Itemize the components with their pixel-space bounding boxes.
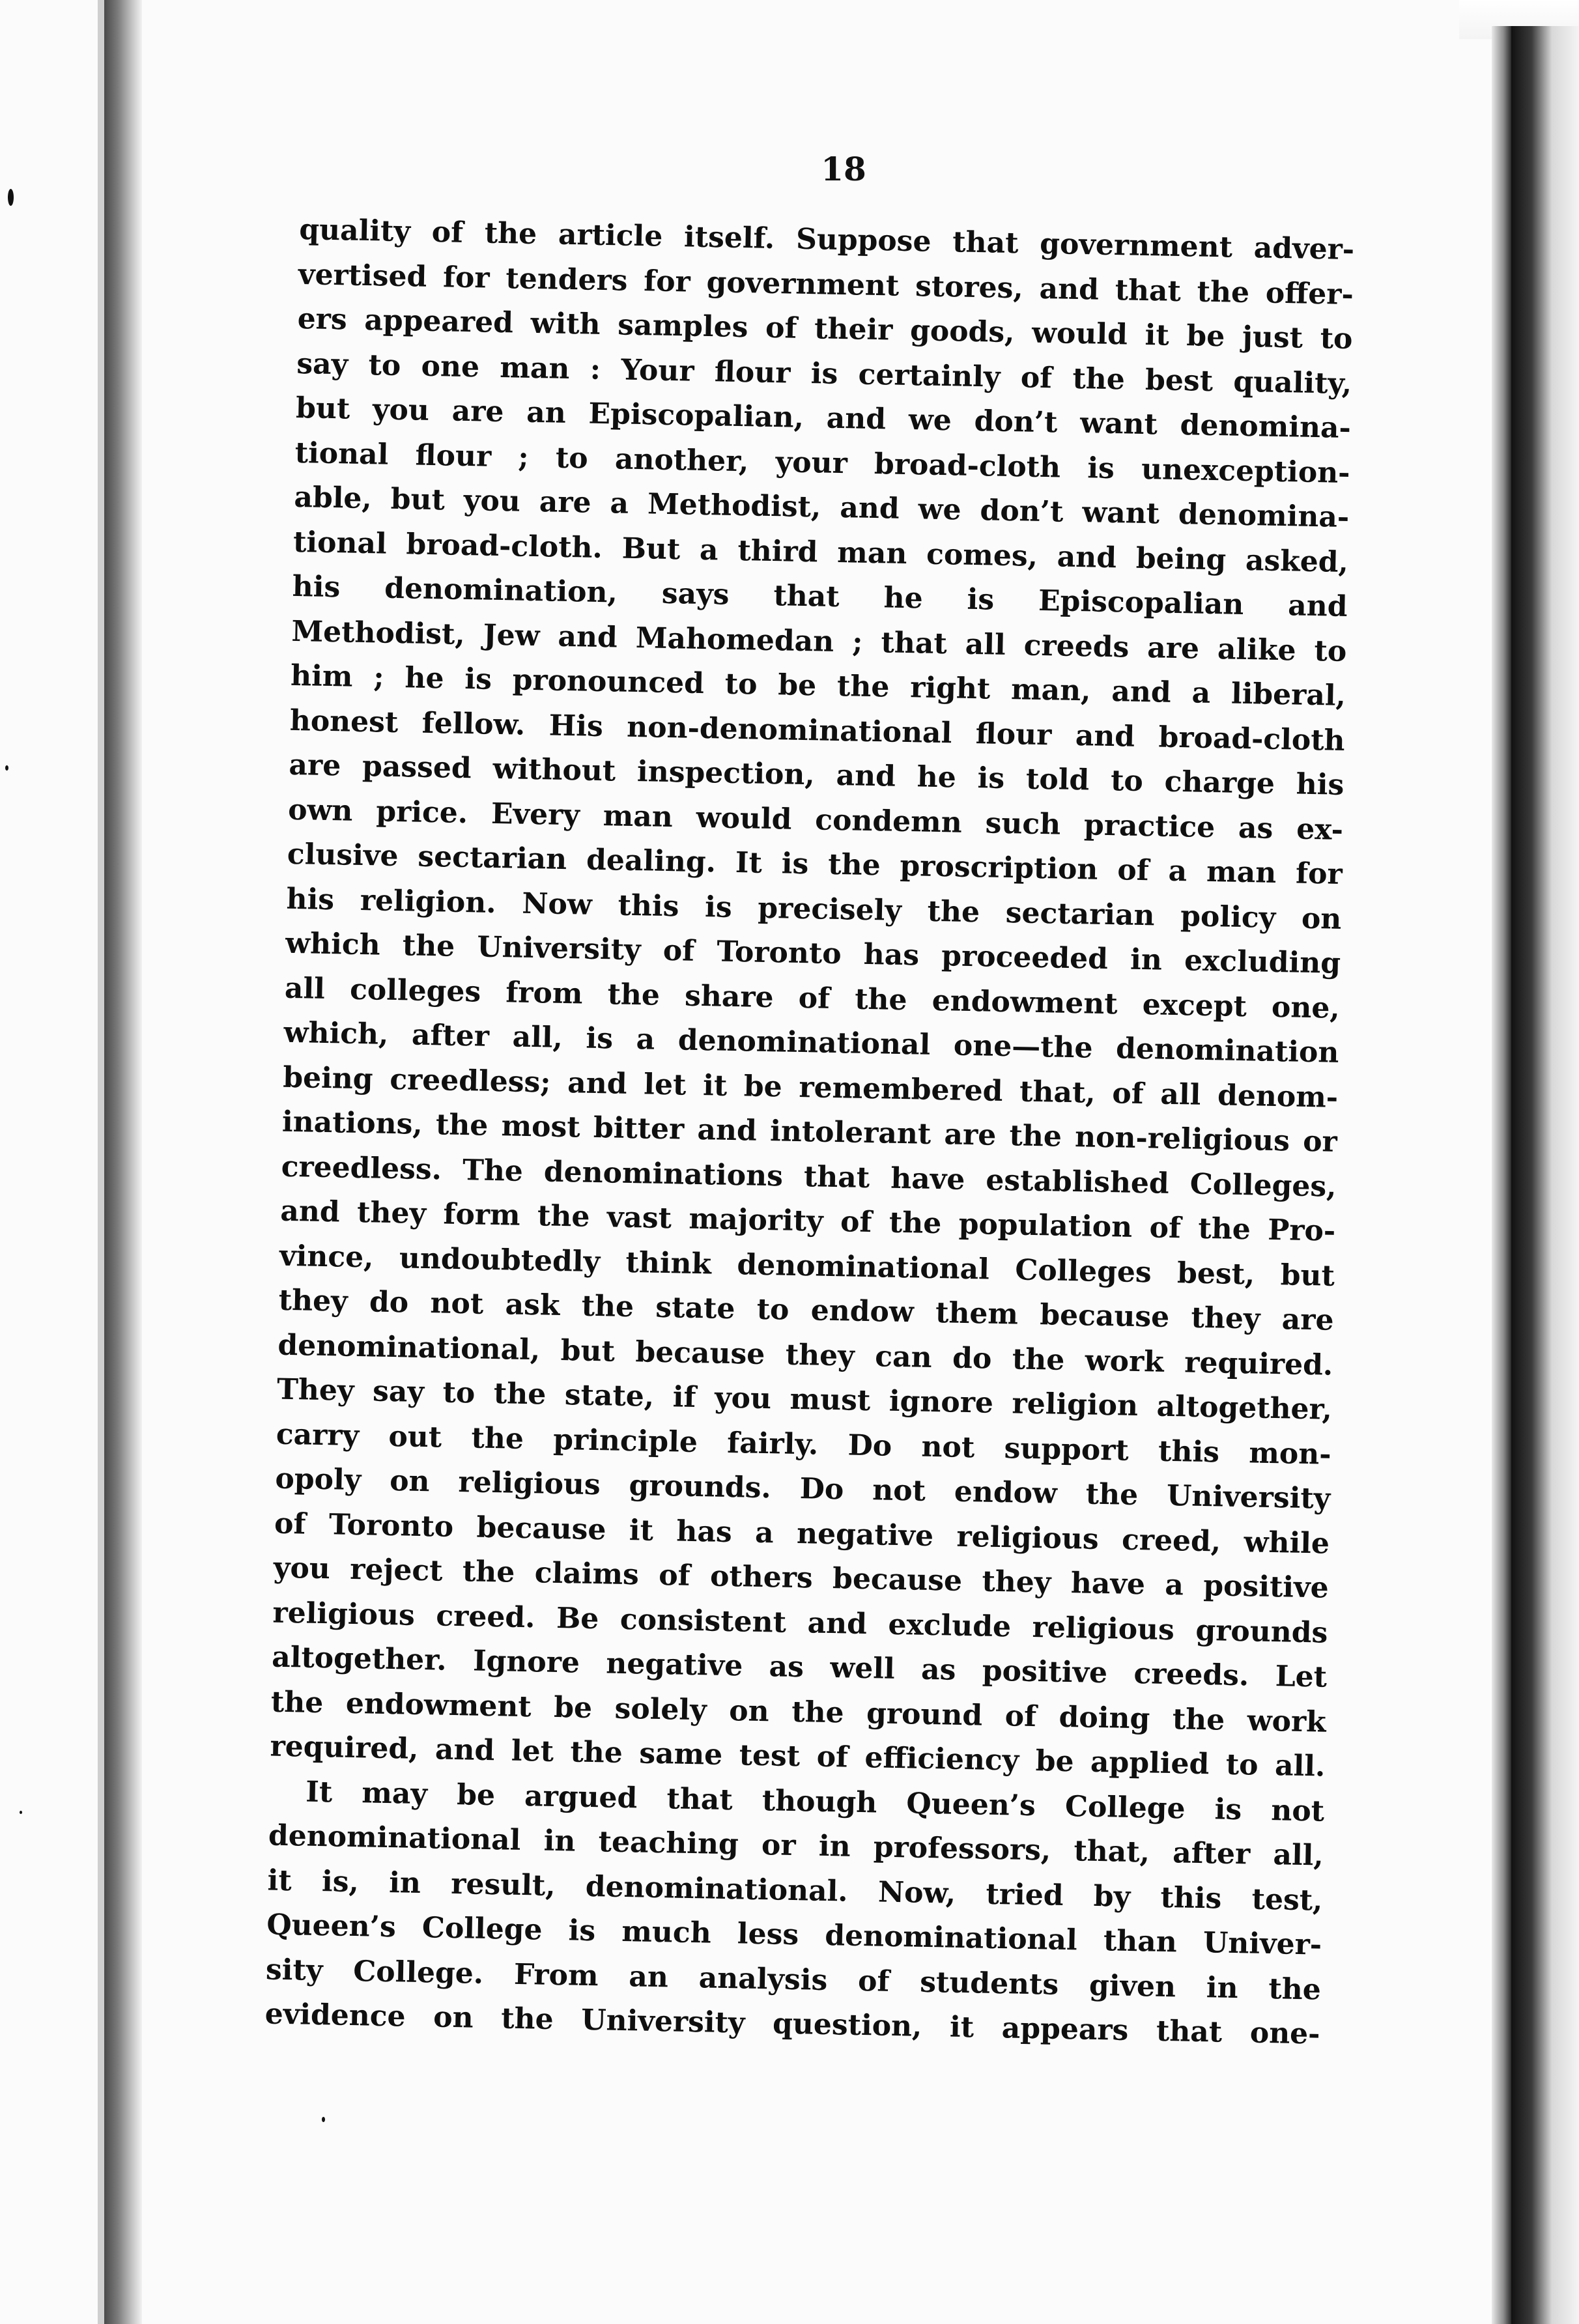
text-line: but you are an Episcopalian, and we don’t want denomina- [295,391,1352,446]
facing-page-edge [1511,26,1579,2324]
body-text [264,208,1355,2057]
text-line: able, but you are a Methodist, and we don’t want denomina- [293,480,1350,535]
text-line: carry out the principle fairly. Do not support this mon- [276,1417,1332,1471]
scan-speck [8,189,14,206]
text-line: inations, the most bitter and intolerant are the non-religious or [281,1105,1338,1159]
page-content [264,150,1355,2051]
text-line: denominational, but because they can do the work required. [277,1328,1333,1382]
scan-speck [20,1811,22,1814]
text-line: denominational in teaching or in professors, that, after all, [268,1819,1324,1873]
text-line: ers appeared with samples of their goods, would it be just to [297,302,1353,356]
text-line: honest fellow. His non-denominational flour and broad-cloth [289,703,1346,758]
text-line: clusive sectarian dealing. It is the proscription of a man for [287,837,1343,891]
text-line: are passed without inspection, and he is told to charge his [289,748,1344,802]
page-edge-right [1492,26,1511,2324]
text-line: They say to the state, if you must ignore religion altogether, [276,1372,1333,1426]
text-line: you reject the claims of others because they have a positive [273,1551,1330,1605]
binding-shadow [104,0,142,2324]
text-line: they do not ask the state to endow them because they are [278,1283,1334,1337]
text-line: Methodist, Jew and Mahomedan ; that all creeds are alike to [291,614,1347,668]
text-line: tional broad-cloth. But a third man comes, and being asked, [292,525,1349,579]
text-line: quality of the article itself. Suppose that government adver- [298,212,1355,267]
text-line: which, after all, is a denominational one—the denomination [283,1015,1339,1070]
page-number: 18 [821,150,866,188]
text-line: religious creed. Be consistent and exclude religious grounds [272,1596,1328,1650]
text-line: evidence on the University question, it appears that one- [264,1997,1320,2051]
text-line: sity College. From an analysis of students given in the [265,1953,1322,2007]
text-line: Queen’s College is much less denominational than Univer- [266,1908,1322,1962]
text-line: which the University of Toronto has proceeded in excluding [285,926,1341,980]
text-line: creedless. The denominations that have established Colleges, [281,1150,1337,1204]
text-line: him ; he is pronounced to be the right man, and a liberal, [290,659,1346,713]
text-line: his denomination, says that he is Episcopalian and [292,569,1348,623]
text-line: altogether. Ignore negative as well as positive creeds. Let [271,1640,1328,1694]
text-line: required, and let the same test of efficiency be applied to all. [270,1729,1326,1783]
scan-speck [322,2117,325,2122]
scan-speck [5,765,8,771]
text-line: it is, in result, denominational. Now, tried by this test, [267,1863,1323,1918]
text-line: say to one man : Your flour is certainly of the best quality, [296,347,1352,401]
text-line: his religion. Now this is precisely the sectarian policy on [286,882,1342,936]
text-line: own price. Every man would condemn such practice as ex- [287,793,1344,847]
text-line: the endowment be solely on the ground of doing the work [270,1685,1327,1739]
text-line: being creedless; and let it be remembered that, of all denom- [282,1060,1339,1114]
text-line: of Toronto because it has a negative religious creed, while [274,1507,1330,1561]
text-line: all colleges from the share of the endowment except one, [284,971,1341,1025]
text-line: vertised for tenders for government stores, and that the offer- [298,257,1354,311]
text-line: tional flour ; to another, your broad-cloth is unexception- [294,436,1350,490]
text-line: opoly on religious grounds. Do not endow the University [275,1462,1331,1516]
text-line: vince, undoubtedly think denominational Colleges best, but [279,1239,1335,1293]
text-line: and they form the vast majority of the population of the Pro- [279,1194,1336,1248]
text-line: It may be argued that though Queen’s College is not [305,1775,1325,1828]
